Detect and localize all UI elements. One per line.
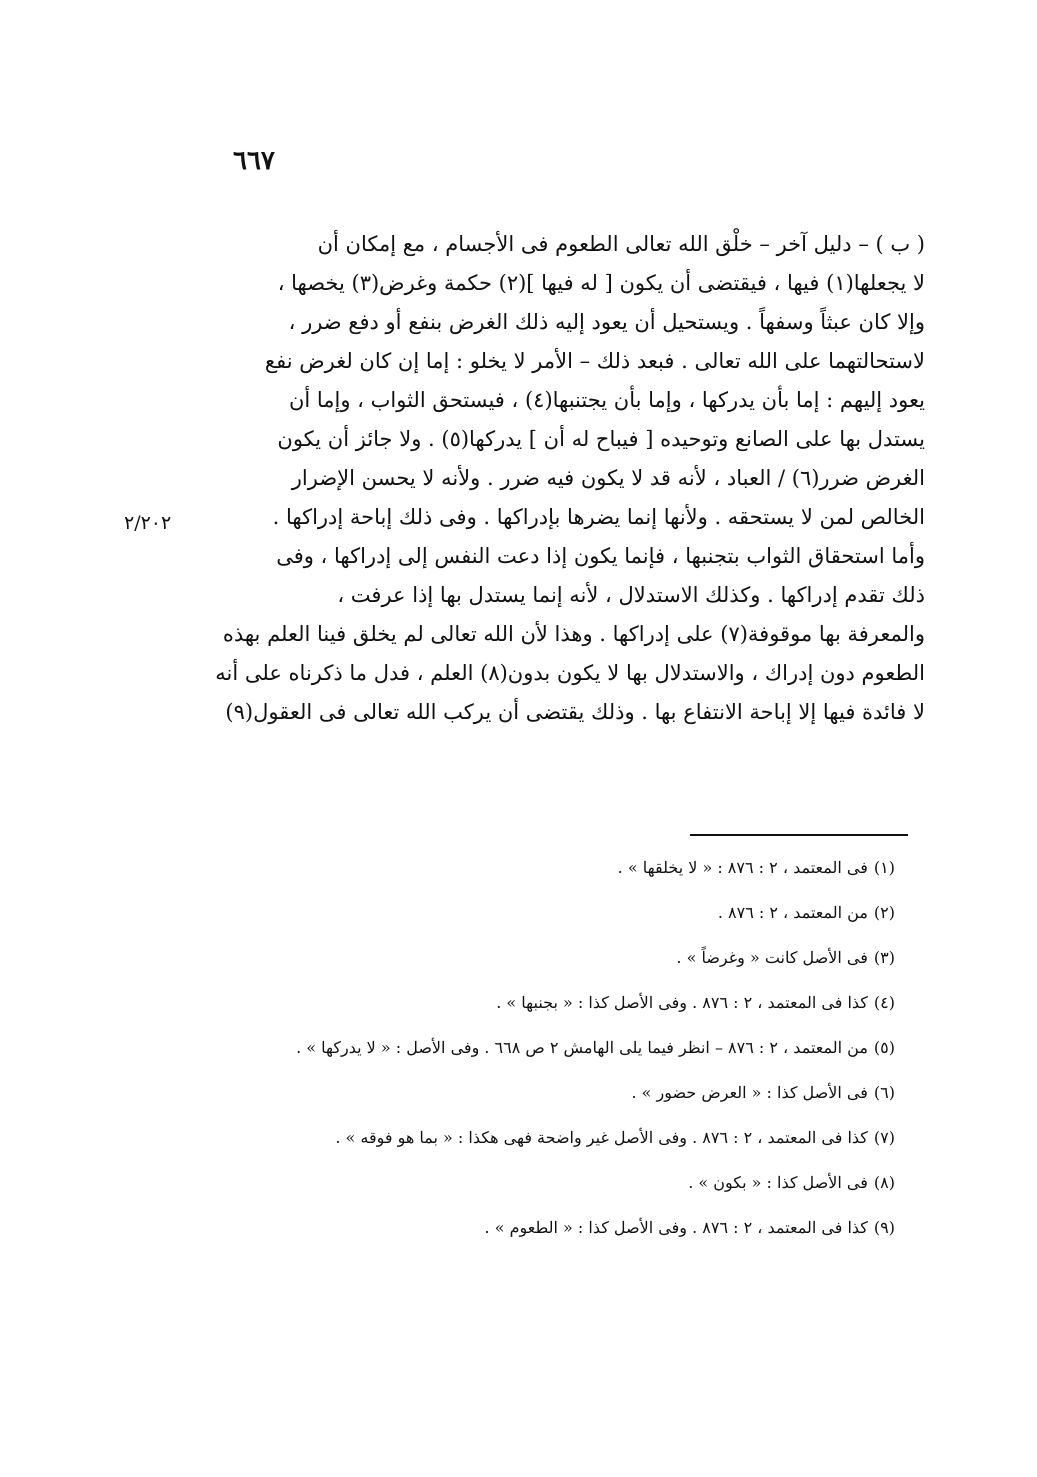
page-number: ٦٦٧	[233, 146, 275, 176]
footnote-text: من المعتمد ، ٢ : ٨٧٦ – انظر فيما يلى الهامش ٢ ص ٦٦٨ . وفى الأصل : « لا يدركها » .	[296, 1038, 868, 1057]
main-text-line: لاستحالتهما على الله تعالى . فبعد ذلك – الأمر لا يخلو : إما إن كان لغرض نفع	[264, 349, 925, 373]
footnote-text: فى الأصل كذا : « العرض حضور » .	[631, 1083, 868, 1102]
footnote	[205, 945, 925, 971]
footnote	[205, 1080, 925, 1106]
main-text-line: لا فائدة فيها إلا إباحة الانتفاع بها . وذلك يقتضى أن يركب الله تعالى فى العقول(٩)	[225, 700, 925, 724]
footnotes	[205, 855, 925, 1260]
footnote-text: كذا فى المعتمد ، ٢ : ٨٧٦ . وفى الأصل كذا : « بجنبها » .	[496, 993, 868, 1012]
footnote	[205, 1035, 925, 1061]
main-text-line: الخالص لمن لا يستحقه . ولأنها إنما يضرها بإدراكها . وفى ذلك إباحة إدراكها .	[272, 505, 925, 529]
main-text-line: والمعرفة بها موقوفة(٧) على إدراكها . وهذا لأن الله تعالى لم يخلق فينا العلم بهذه	[222, 622, 925, 646]
footnote-text: كذا فى المعتمد ، ٢ : ٨٧٦ . وفى الأصل غير واضحة فهى هكذا : « بما هو فوقه » .	[335, 1128, 868, 1147]
footnote	[205, 1215, 925, 1241]
footnote-number: (٥)	[873, 1038, 895, 1057]
main-text-line: الطعوم دون إدراك ، والاستدلال بها لا يكون بدون(٨) العلم ، فدل ما ذكرناه على أنه	[215, 661, 925, 685]
footnote-text: فى الأصل كذا : « بكون » .	[688, 1173, 868, 1192]
main-text	[205, 225, 925, 732]
footnote	[205, 1125, 925, 1151]
main-text-line: وأما استحقاق الثواب بتجنبها ، فإنما يكون إذا دعت النفس إلى إدراكها ، وفى	[276, 544, 925, 568]
main-text-line: الغرض ضرر(٦) / العباد ، لأنه قد لا يكون فيه ضرر . ولأنه لا يحسن الإضرار	[291, 466, 925, 490]
main-text-line: ذلك تقدم إدراكها . وكذلك الاستدلال ، لأنه إنما يستدل بها إذا عرفت ،	[337, 583, 925, 607]
footnote	[205, 1170, 925, 1196]
footnote-number: (٦)	[873, 1083, 895, 1102]
main-text-line: يستدل بها على الصانع وتوحيده [ فيباح له أن ] يدركها(٥) . ولا جائز أن يكون	[277, 427, 925, 451]
footnote-text: من المعتمد ، ٢ : ٨٧٦ .	[717, 903, 868, 922]
footnote-number: (٧)	[873, 1128, 895, 1147]
main-text-line: يعود إليهم : إما بأن يدركها ، وإما بأن يجتنبها(٤) ، فيستحق الثواب ، وإما أن	[288, 388, 925, 412]
footnote-divider	[690, 834, 908, 836]
margin-reference: ٢/٢٠٢	[124, 512, 172, 534]
main-text-line: لا يجعلها(١) فيها ، فيقتضى أن يكون [ له فيها ](٢) حكمة وغرض(٣) يخصها ،	[277, 271, 925, 295]
footnote-number: (٨)	[873, 1173, 895, 1192]
main-text-line: ( ب ) – دليل آخر – خلْق الله تعالى الطعوم فى الأجسام ، مع إمكان أن	[317, 232, 925, 256]
footnote	[205, 855, 925, 881]
footnote-number: (٢)	[873, 903, 895, 922]
footnote	[205, 900, 925, 926]
footnote	[205, 990, 925, 1016]
footnote-number: (٣)	[873, 948, 895, 967]
main-text-line: وإلا كان عبثاً وسفهاً . ويستحيل أن يعود إليه ذلك الغرض بنفع أو دفع ضرر ،	[288, 310, 925, 334]
footnote-number: (٤)	[873, 993, 895, 1012]
footnote-text: كذا فى المعتمد ، ٢ : ٨٧٦ . وفى الأصل كذا : « الطعوم » .	[484, 1218, 868, 1237]
footnote-number: (١)	[873, 858, 895, 877]
footnote-text: فى الأصل كانت « وغرضاً » .	[676, 948, 868, 967]
footnote-text: فى المعتمد ، ٢ : ٨٧٦ : « لا يخلقها » .	[617, 858, 868, 877]
footnote-number: (٩)	[873, 1218, 895, 1237]
